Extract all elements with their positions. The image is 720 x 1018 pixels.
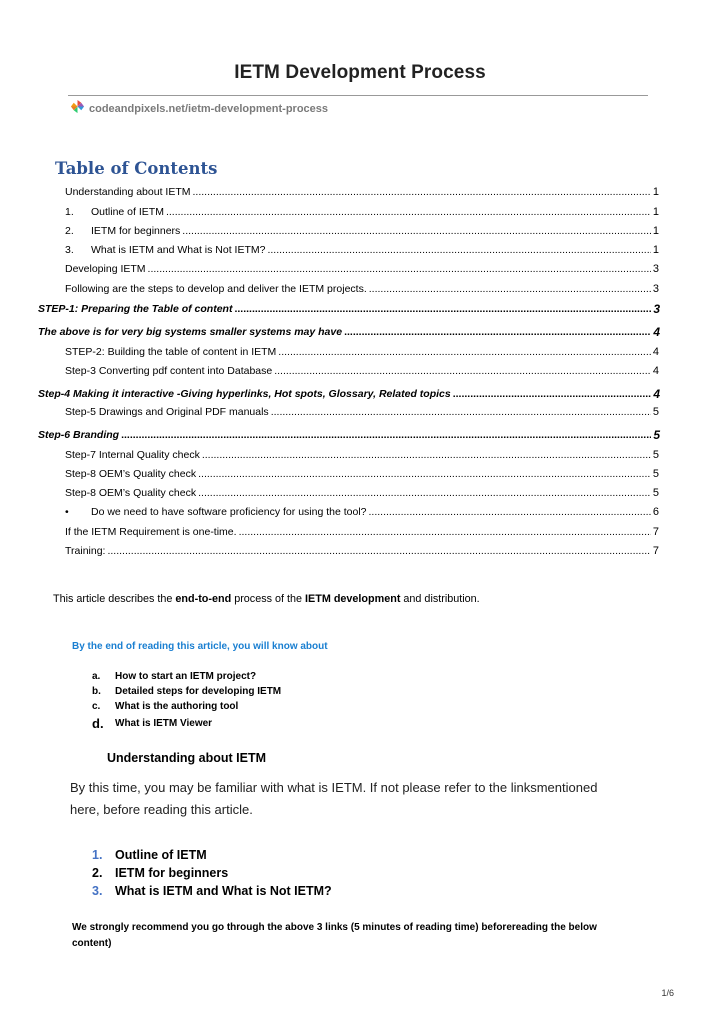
toc-entry-page: 4 (652, 346, 659, 358)
source-url[interactable]: codeandpixels.net/ietm-development-process (89, 103, 329, 115)
title-divider (68, 95, 648, 96)
toc-entry-label: If the IETM Requirement is one-time. (65, 526, 237, 538)
toc-entry[interactable] (38, 426, 660, 442)
toc-leader-dots (344, 325, 651, 339)
toc-entry-page: 7 (652, 526, 659, 538)
toc-entry[interactable] (38, 323, 660, 339)
toc-entry[interactable] (65, 362, 659, 378)
toc-entry-page: 3 (652, 263, 659, 275)
toc-leader-dots (107, 544, 650, 558)
toc-entry[interactable] (65, 260, 659, 276)
section-paragraph: By this time, you may be familiar with what is IETM. If not please refer to the linksmentioned here, before reading this article. (70, 780, 598, 817)
toc-entry-page: 5 (653, 428, 660, 442)
toc-entry-page: 5 (652, 468, 659, 480)
toc-entry-page: 1 (652, 244, 659, 256)
toc-entry[interactable] (38, 300, 660, 316)
toc-entry-number: 2. (65, 225, 74, 237)
intro-paragraph: This article describes the end-to-end process of the IETM development and distribution. (53, 593, 480, 605)
toc-entry-label: Step-5 Drawings and Original PDF manuals (65, 406, 269, 418)
toc-leader-dots (239, 525, 651, 539)
list-item: b. Detailed steps for developing IETM (92, 686, 282, 697)
toc-entry-label: STEP-1: Preparing the Table of content (38, 303, 233, 315)
toc-leader-dots (271, 405, 651, 419)
toc-entry[interactable] (65, 446, 659, 462)
toc-entry-label: Step-8 OEM’s Quality check (65, 468, 197, 480)
toc-entry-page: 5 (652, 487, 659, 499)
toc-entry-label: Step-7 Internal Quality check (65, 449, 200, 461)
toc-entry-label: Outline of IETM (91, 206, 164, 218)
link-item-beginners[interactable]: 2. IETM for beginners (92, 866, 229, 880)
toc-entry-label: Step-4 Making it interactive -Giving hyperlinks, Hot spots, Glossary, Related topics (38, 388, 451, 400)
toc-leader-dots (121, 428, 651, 442)
toc-entry[interactable] (65, 523, 659, 539)
toc-entry-page: 1 (652, 225, 659, 237)
toc-leader-dots (202, 448, 651, 462)
toc-entry[interactable] (65, 503, 659, 519)
source-link[interactable] (70, 99, 328, 119)
toc-entry[interactable] (65, 280, 659, 296)
toc-entry-label: STEP-2: Building the table of content in IETM (65, 346, 277, 358)
pinwheel-logo-icon (70, 99, 85, 119)
toc-entry-label: Do we need to have software proficiency for using the tool? (91, 506, 367, 518)
toc-entry-label: Training: (65, 545, 106, 557)
link-item-outline[interactable]: 1. Outline of IETM (92, 848, 207, 862)
toc-entry-page: 3 (652, 283, 659, 295)
list-item: d. What is IETM Viewer (92, 716, 213, 731)
toc-leader-dots (369, 505, 651, 519)
toc-leader-dots (193, 185, 651, 199)
toc-entry-page: 4 (652, 365, 659, 377)
toc-entry-page: 5 (652, 406, 659, 418)
toc-entry[interactable] (65, 183, 659, 199)
toc-entry-label: The above is for very big systems smaller systems may have (38, 326, 343, 338)
toc-entry[interactable] (65, 343, 659, 359)
toc-entry-page: 1 (652, 186, 659, 198)
toc-leader-dots (166, 205, 651, 219)
toc-entry-label: Following are the steps to develop and deliver the IETM projects. (65, 283, 367, 295)
toc-entry[interactable] (65, 484, 659, 500)
toc-leader-dots (369, 282, 651, 296)
toc-entry-label: What is IETM and What is Not IETM? (91, 244, 266, 256)
toc-entry[interactable] (65, 403, 659, 419)
toc-leader-dots (198, 486, 651, 500)
bullet-icon: • (65, 506, 69, 518)
toc-entry-label: Step-8 OEM’s Quality check (65, 487, 197, 499)
toc-entry[interactable] (38, 385, 660, 401)
toc-entry-page: 4 (653, 387, 660, 401)
toc-entry-page: 7 (652, 545, 659, 557)
toc-entry-label: Understanding about IETM (65, 186, 191, 198)
page-title: IETM Development Process (234, 62, 486, 83)
toc-entry-number: 1. (65, 206, 74, 218)
toc-entry[interactable] (65, 465, 659, 481)
toc-leader-dots (274, 364, 651, 378)
list-item: a. How to start an IETM project? (92, 671, 257, 682)
toc-leader-dots (278, 345, 651, 359)
toc-entry-page: 1 (652, 206, 659, 218)
list-item: c. What is the authoring tool (92, 701, 239, 712)
toc-entry[interactable] (65, 542, 659, 558)
toc-leader-dots (198, 467, 651, 481)
toc-heading: Table of Contents (55, 159, 218, 178)
section-heading: Understanding about IETM (107, 751, 267, 765)
toc-entry-page: 4 (653, 325, 660, 339)
toc-entry-label: Step-3 Converting pdf content into Database (65, 365, 273, 377)
callout-heading: By the end of reading this article, you will know about (72, 641, 328, 652)
toc-entry-label: Developing IETM (65, 263, 146, 275)
toc-entry[interactable] (65, 203, 659, 219)
toc-entry-number: 3. (65, 244, 74, 256)
toc-entry[interactable] (65, 241, 659, 257)
toc-leader-dots (182, 224, 651, 238)
toc-leader-dots (234, 302, 651, 316)
recommendation-note: We strongly recommend you go through the above 3 links (5 minutes of reading time) beforereading the below content) (72, 922, 597, 949)
toc-leader-dots (148, 262, 651, 276)
toc-entry-label: IETM for beginners (91, 225, 181, 237)
toc-entry-page: 3 (653, 302, 660, 316)
page-number: 1/6 (661, 988, 674, 998)
toc-leader-dots (267, 243, 650, 257)
toc-entry[interactable] (65, 222, 659, 238)
link-item-what-is-ietm[interactable]: 3. What is IETM and What is Not IETM? (92, 884, 332, 898)
toc-entry-page: 5 (652, 449, 659, 461)
toc-leader-dots (453, 387, 652, 401)
toc-entry-page: 6 (652, 506, 659, 518)
toc-entry-label: Step-6 Branding (38, 429, 120, 441)
